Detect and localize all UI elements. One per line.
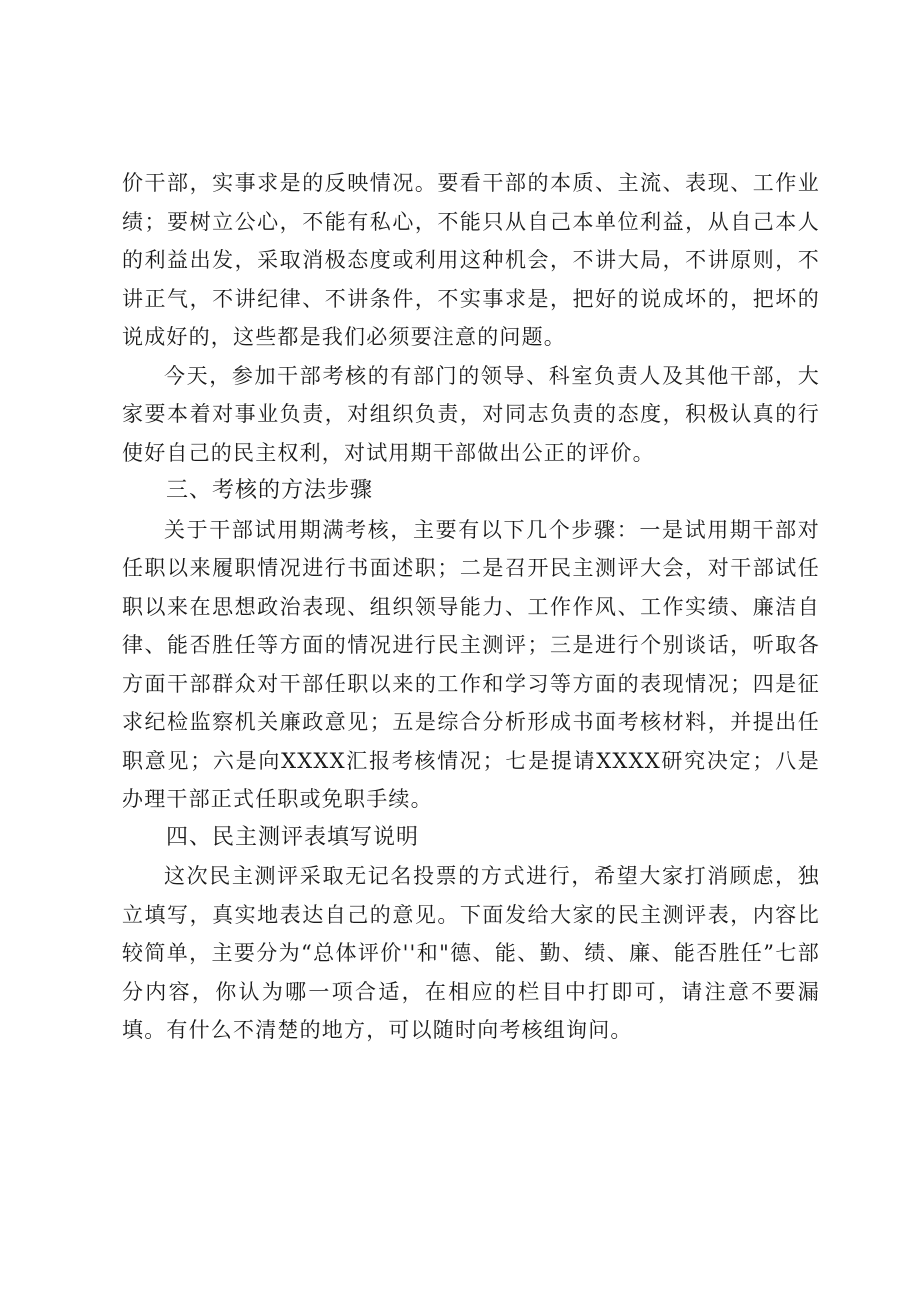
section-heading-form-instructions: 四、民主测评表填写说明 [166,824,420,850]
paragraph-form-instructions: 这次民主测评采取无记名投票的方式进行，希望大家打消顾虑，独立填写，真实地表达自己的意见。下面发给大家的民主测评表，内容比较简单，主要分为“总体评价''和"德、能、勤、绩、廉、能否胜任”七部分内容，你认为哪一项合适，在相应的栏目中打即可，请注意不要漏填。有什么不清楚的地方，可以随时向考核组询问。 [122,864,820,1042]
section-heading-methods: 三、考核的方法步骤 [166,478,374,503]
paragraph-continuation: 价干部，实事求是的反映情况。要看干部的本质、主流、表现、工作业绩；要树立公心，不能有私心，不能只从自己本单位利益，从自己本人的利益出发，采取消极态度或利用这种机会，不讲大局，不讲原则，不讲正气，不讲纪律、不讲条件，不实事求是，把好的说成坏的，把坏的说成好的，这些都是我们必须要注意的问题。 [122,171,820,349]
paragraph-participants: 今天，参加干部考核的有部门的领导、科室负责人及其他干部，大家要本着对事业负责，对组织负责，对同志负责的态度，积极认真的行使好自己的民主权利，对试用期干部做出公正的评价。 [122,363,820,465]
document-body [122,164,820,1050]
paragraph-steps: 关于干部试用期满考核，主要有以下几个步骤：一是试用期干部对任职以来履职情况进行书面述职；二是召开民主测评大会，对干部试任职以来在思想政治表现、组织领导能力、工作作风、工作实绩、廉洁自律、能否胜任等方面的情况进行民主测评；三是进行个别谈话，听取各方面干部群众对干部任职以来的工作和学习等方面的表现情况；四是征求纪检监察机关廉政意见；五是综合分析形成书面考核材料，并提出任职意见；六是向XXXX汇报考核情况；七是提请XXXX研究决定；八是办理干部正式任职或免职手续。 [122,517,820,811]
